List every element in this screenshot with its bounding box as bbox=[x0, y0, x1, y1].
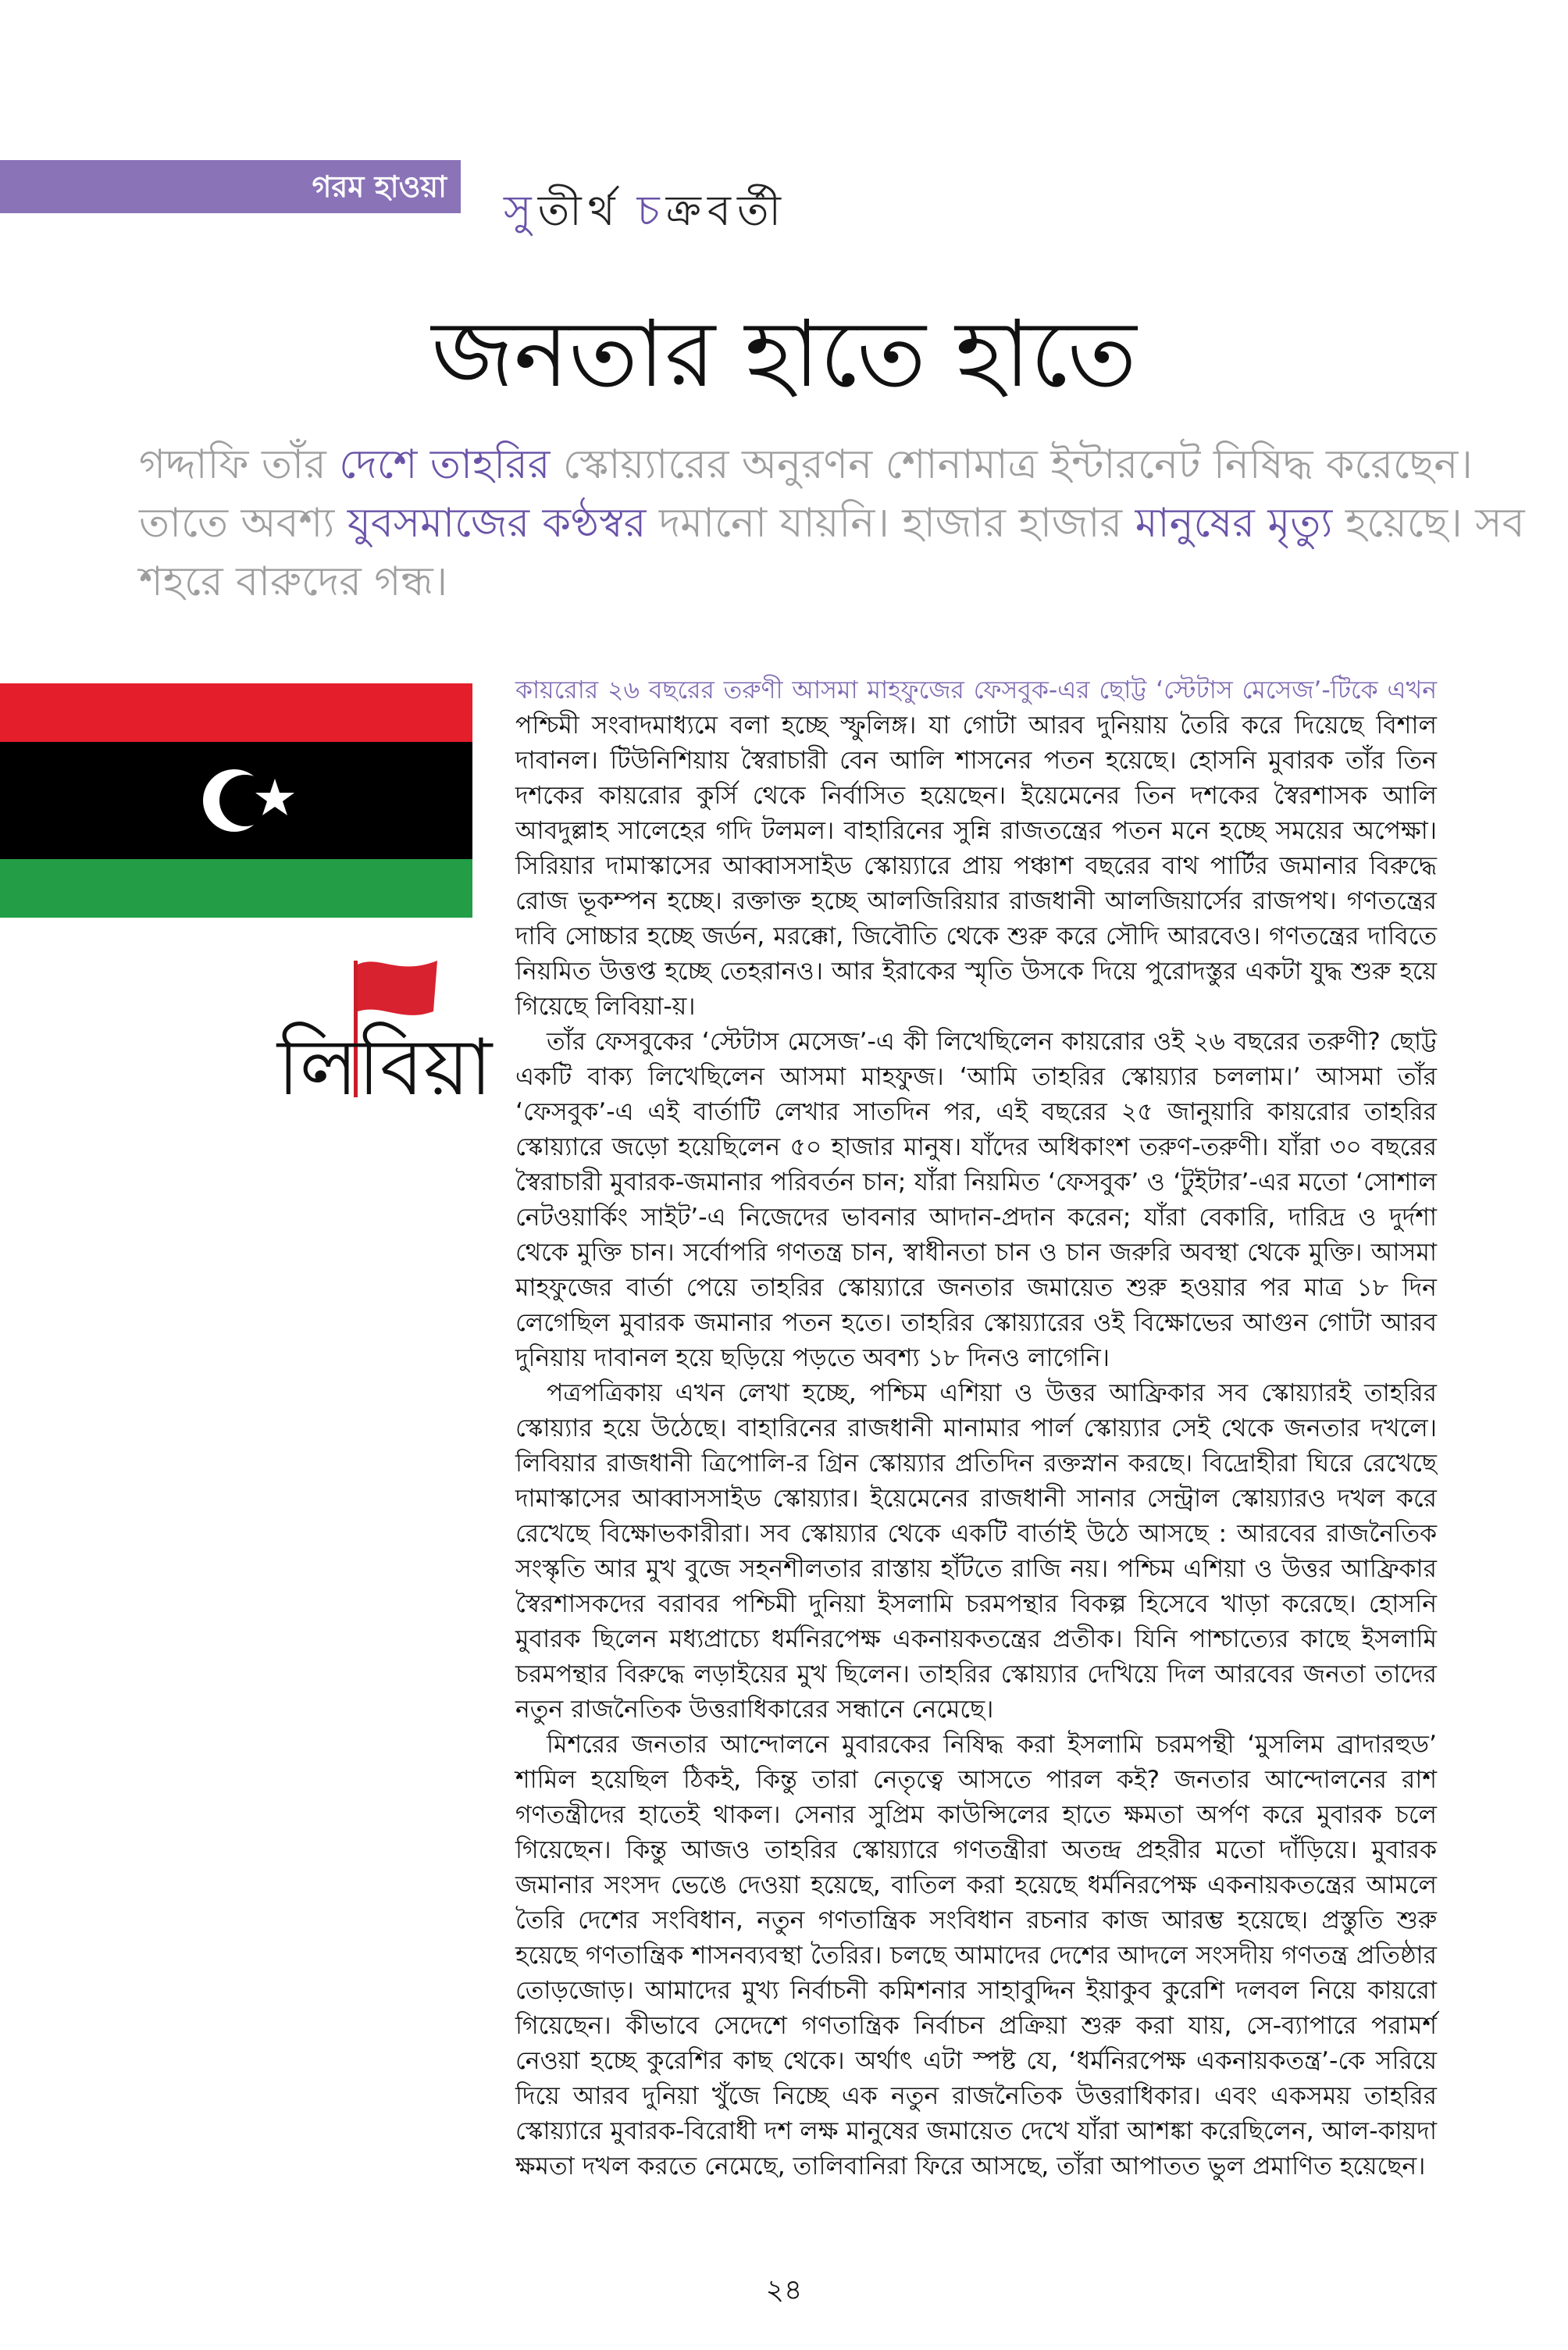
standfirst bbox=[139, 436, 1537, 612]
section-tag: গরম হাওয়া bbox=[0, 160, 461, 213]
author-first-initial: সু bbox=[504, 186, 538, 235]
standfirst-highlight: যুবসমাজের কণ্ঠস্বর bbox=[347, 500, 647, 547]
author-byline bbox=[504, 178, 787, 233]
standfirst-part: স্কোয়্যারের অনুরণন শোনামাত্র ইন্টারনেট নিষিদ্ধ করেছেন। তাতে অবশ্য bbox=[139, 441, 1473, 547]
headline: জনতার হাতে হাতে bbox=[431, 300, 1137, 408]
flag-crescent-inner bbox=[219, 775, 271, 826]
body-paragraph bbox=[515, 673, 1437, 1025]
author-last-rest: ক্রবর্তী bbox=[665, 186, 787, 235]
flag-green-stripe bbox=[0, 859, 472, 918]
lead-text: কায়রোর ২৬ বছরের তরুণী আসমা মাহফুজের ফেসবুক-এর ছোট্ট ‘স্টেটাস মেসেজ’-টিকে এখন bbox=[515, 676, 1437, 704]
libya-flag bbox=[0, 683, 472, 918]
author-first-rest: তীর্থ bbox=[537, 186, 622, 235]
standfirst-highlight: মানুষের মৃত্যু bbox=[1135, 500, 1333, 547]
page-number: ২৪ bbox=[765, 2274, 803, 2306]
body-paragraph: মিশরের জনতার আন্দোলনে মুবারকের নিষিদ্ধ করা ইসলামি চরমপন্থী ‘মুসলিম ব্রাদারহুড’ শামিল হয়েছিল ঠিকই, কিন্তু তারা নেতৃত্বে আসতে পারল কই? জনতার আন্দোলনের রাশ গণতন্ত্রীদের হাতেই থাকল। সেনার সুপ্রিম কাউন্সিলের হাতে ক্ষমতা অর্পণ করে মুবারক চলে গিয়েছেন। কিন্তু আজও তাহরির স্কোয়্যারে গণতন্ত্রীরা অতন্দ্র প্রহরীর মতো দাঁড়িয়ে। মুবারক জমানার সংসদ ভেঙে দেওয়া হয়েছে, বাতিল করা হয়েছে ধর্মনিরপেক্ষ একনায়কতন্ত্রের আমলে তৈরি দেশের সংবিধান, নতুন গণতান্ত্রিক সংবিধান রচনার কাজ আরম্ভ হয়েছে। প্রস্তুতি শুরু হয়েছে গণতান্ত্রিক শাসনব্যবস্থা তৈরির। চলছে আমাদের দেশের আদলে সংসদীয় গণতন্ত্র প্রতিষ্ঠার তোড়জোড়। আমাদের মুখ্য নির্বাচনী কমিশনার সাহাবুদ্দিন ইয়াকুব কুরেশি দলবল নিয়ে কায়রো গিয়েছেন। কীভাবে সেদেশে গণতান্ত্রিক নির্বাচন প্রক্রিয়া শুরু করা যায়, সে-ব্যাপারে পরামর্শ নেওয়া হচ্ছে কুরেশির কাছ থেকে। অর্থাৎ এটা স্পষ্ট যে, ‘ধর্মনিরপেক্ষ একনায়কতন্ত্র’-কে সরিয়ে দিয়ে আরব দুনিয়া খুঁজে নিচ্ছে এক নতুন রাজনৈতিক উত্তরাধিকার। এবং একসময় তাহরির স্কোয়্যারে মুবারক-বিরোধী দশ লক্ষ মানুষের জমায়েত দেখে যাঁরা আশঙ্কা করেছিলেন, আল-কায়দা ক্ষমতা দখল করতে নেমেছে, তালিবানিরা ফিরে আসছে, তাঁরা আপাতত ভুল প্রমাণিত হয়েছেন। bbox=[515, 1731, 1437, 2181]
standfirst-highlight: দেশে তাহরির bbox=[339, 441, 551, 488]
standfirst-part: দমানো যায়নি। হাজার হাজার bbox=[646, 500, 1135, 547]
author-last-initial: চ bbox=[636, 186, 666, 235]
article-body bbox=[515, 673, 1437, 2184]
paragraph-text: পশ্চিমী সংবাদমাধ্যমে বলা হচ্ছে স্ফুলিঙ্গ। যা গোটা আরব দুনিয়ায় তৈরি করে দিয়েছে বিশাল দাবানল। টিউনিশিয়ায় স্বৈরাচারী বেন আলি শাসনের পতন হয়েছে। হোসনি মুবারক তাঁর তিন দশকের কায়রোর কুর্সি থেকে নির্বাসিত হয়েছেন। ইয়েমেনের তিন দশকের স্বৈরশাসক আলি আবদুল্লাহ সালেহের গদি টলমল। বাহারিনের সুন্নি রাজতন্ত্রের পতন মনে হচ্ছে সময়ের অপেক্ষা। সিরিয়ার দামাস্কাসের আব্বাসসাইড স্কোয়্যারে প্রায় পঞ্চাশ বছরের বাথ পার্টির জমানার বিরুদ্ধে রোজ ভূকম্পন হচ্ছে। রক্তাক্ত হচ্ছে আলজিরিয়ার রাজধানী আলজিয়ার্সের রাজপথ। গণতন্ত্রের দাবি সোচ্চার হচ্ছে জর্ডন, মরক্কো, জিবৌতি থেকে শুরু করে সৌদি আরবেও। গণতন্ত্রের দাবিতে নিয়মিত উত্তপ্ত হচ্ছে তেহরানও। আর ইরাকের স্মৃতি উসকে দিয়ে পুরোদস্তুর একটা যুদ্ধ শুরু হয়ে গিয়েছে লিবিয়া-য়। bbox=[515, 711, 1437, 1021]
country-name: লিবিয়া bbox=[277, 1022, 493, 1113]
flag-red-stripe bbox=[0, 683, 472, 742]
standfirst-part: হয়েছে। সব শহরে বারুদের গন্ধ। bbox=[139, 500, 1525, 605]
body-paragraph: পত্রপত্রিকায় এখন লেখা হচ্ছে, পশ্চিম এশিয়া ও উত্তর আফ্রিকার সব স্কোয়্যারই তাহরির স্কোয়্যার হয়ে উঠেছে। বাহারিনের রাজধানী মানামার পার্ল স্কোয়্যার সেই থেকে জনতার দখলে। লিবিয়ার রাজধানী ত্রিপোলি-র গ্রিন স্কোয়্যার প্রতিদিন রক্তস্নান করছে। বিদ্রোহীরা ঘিরে রেখেছে দামাস্কাসের আব্বাসসাইড স্কোয়্যার। ইয়েমেনের রাজধানী সানার সেন্ট্রাল স্কোয়্যারও দখল করে রেখেছে বিক্ষোভকারীরা। সব স্কোয়্যার থেকে একটি বার্তাই উঠে আসছে : আরবের রাজনৈতিক সংস্কৃতি আর মুখ বুজে সহনশীলতার রাস্তায় হাঁটতে রাজি নয়। পশ্চিম এশিয়া ও উত্তর আফ্রিকার স্বৈরশাসকদের বরাবর পশ্চিমী দুনিয়া ইসলামি চরমপন্থার বিকল্প হিসেবে খাড়া করেছে। হোসনি মুবারক ছিলেন মধ্যপ্রাচ্যে ধর্মনিরপেক্ষ একনায়কতন্ত্রের প্রতীক। যিনি পাশ্চাত্যের কাছে ইসলামি চরমপন্থার বিরুদ্ধে লড়াইয়ের মুখ ছিলেন। তাহরির স্কোয়্যার দেখিয়ে দিল আরবের জনতা তাদের নতুন রাজনৈতিক উত্তরাধিকারের সন্ধানে নেমেছে। bbox=[515, 1379, 1437, 1724]
standfirst-part: গদ্দাফি তাঁর bbox=[139, 441, 340, 488]
body-paragraph: তাঁর ফেসবুকের ‘স্টেটাস মেসেজ’-এ কী লিখেছিলেন কায়রোর ওই ২৬ বছরের তরুণী? ছোট্ট একটি বাক্য লিখেছিলেন আসমা মাহফুজ। ‘আমি তাহরির স্কোয়্যার চললাম।’ আসমা তাঁর ‘ফেসবুক’-এ এই বার্তাটি লেখার সাতদিন পর, এই বছরের ২৫ জানুয়ারি কায়রোর তাহরির স্কোয়্যারে জড়ো হয়েছিলেন ৫০ হাজার মানুষ। যাঁদের অধিকাংশ তরুণ-তরুণী। যাঁরা ৩০ বছরের স্বৈরাচারী মুবারক-জমানার পরিবর্তন চান; যাঁরা নিয়মিত ‘ফেসবুক’ ও ‘টুইটার’-এর মতো ‘সোশাল নেটওয়ার্কিং সাইট’-এ নিজেদের ভাবনার আদান-প্রদান করেন; যাঁরা বেকারি, দারিদ্র ও দুর্দশা থেকে মুক্তি চান। সর্বোপরি গণতন্ত্র চান, স্বাধীনতা চান ও চান জরুরি অবস্থা থেকে মুক্তি। আসমা মাহফুজের বার্তা পেয়ে তাহরির স্কোয়্যারে জনতার জমায়েত শুরু হওয়ার পর মাত্র ১৮ দিন লেগেছিল মুবারক জমানার পতন হতে। তাহরির স্কোয়্যারের ওই বিক্ষোভের আগুন গোটা আরব দুনিয়ায় দাবানল হয়ে ছড়িয়ে পড়তে অবশ্য ১৮ দিনও লাগেনি। bbox=[515, 1028, 1437, 1372]
